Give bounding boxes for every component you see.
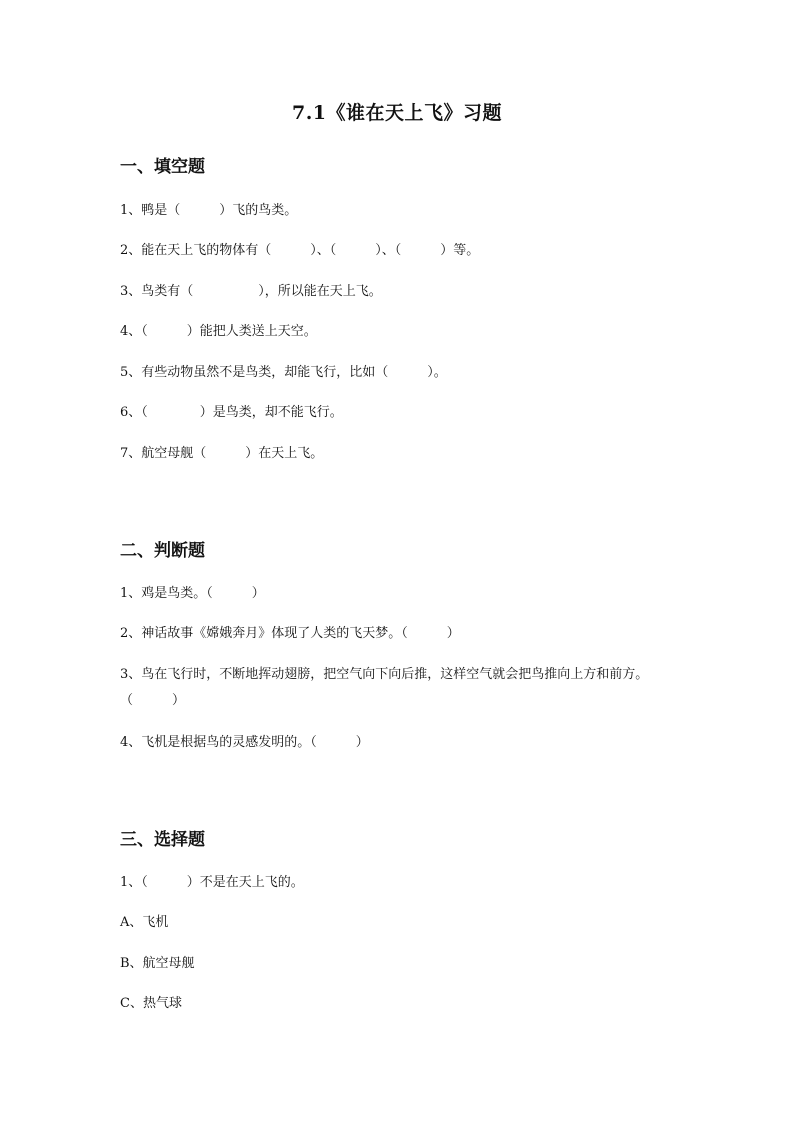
fill-question-7: 7、航空母舰（ ）在天上飞。: [120, 446, 324, 461]
choice-option-b: B、航空母舰: [120, 956, 195, 971]
judge-question-2: 2、神话故事《嫦娥奔月》体现了人类的飞天梦。（ ）: [120, 626, 460, 641]
judge-question-4: 4、飞机是根据鸟的灵感发明的。（ ）: [120, 735, 369, 750]
judge-question-3-answer: （ ）: [120, 693, 186, 708]
fill-question-2: 2、能在天上飞的物体有（ ）、（ ）、（ ）等。: [120, 243, 480, 258]
fill-question-5: 5、有些动物虽然不是鸟类，却能飞行，比如（ ）。: [120, 365, 447, 380]
fill-question-1: 1、鸭是（ ）飞的鸟类。: [120, 203, 298, 218]
judge-question-3: 3、鸟在飞行时，不断地挥动翅膀，把空气向下向后推，这样空气就会把鸟推向上方和前方。: [120, 667, 649, 682]
fill-question-3: 3、鸟类有（ ），所以能在天上飞。: [120, 284, 382, 299]
fill-question-6: 6、（ ）是鸟类，却不能飞行。: [120, 405, 343, 420]
choice-question-1: 1、（ ）不是在天上飞的。: [120, 875, 304, 890]
choice-option-a: A、飞机: [120, 915, 169, 930]
section-heading-judge: 二、判断题: [120, 541, 205, 561]
section-heading-choice: 三、选择题: [120, 830, 205, 850]
section-heading-fill-in: 一、填空题: [120, 157, 205, 177]
fill-question-4: 4、（ ）能把人类送上天空。: [120, 324, 317, 339]
choice-option-c: C、热气球: [120, 996, 182, 1011]
judge-question-1: 1、鸡是鸟类。（ ）: [120, 586, 265, 601]
page-title: 7.1《谁在天上飞》习题: [291, 102, 503, 124]
